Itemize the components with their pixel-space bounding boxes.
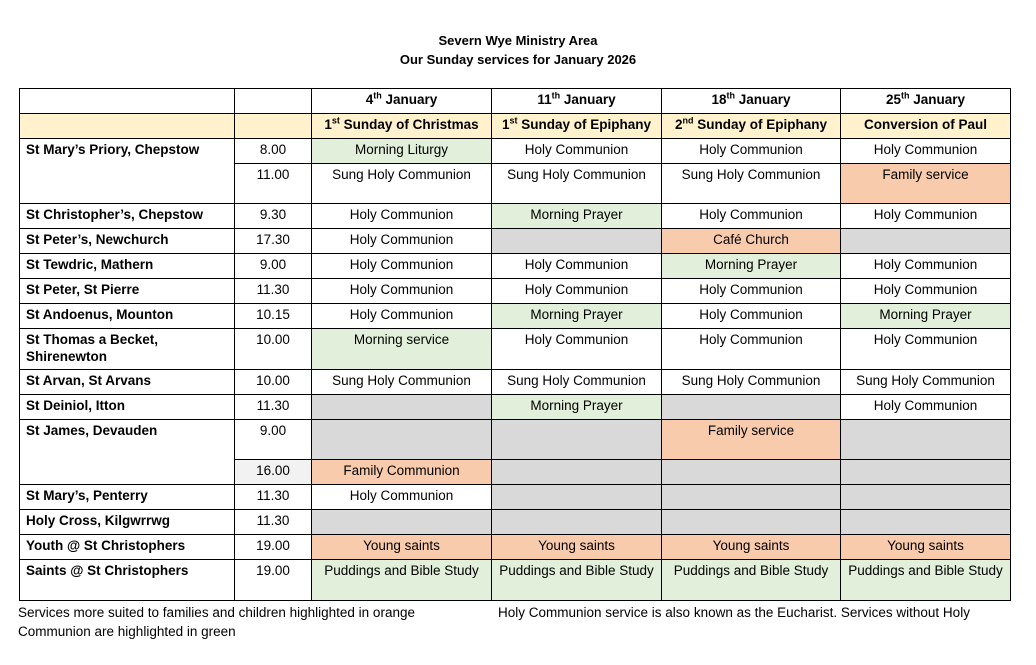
- service-cell: Morning Prayer: [492, 304, 662, 329]
- service-cell: Holy Communion: [312, 485, 492, 510]
- service-cell: Holy Communion: [841, 395, 1011, 420]
- service-cell: Sung Holy Communion: [492, 370, 662, 395]
- sub-blank-church: [20, 114, 235, 139]
- service-time: 9.30: [235, 204, 312, 229]
- service-time: 8.00: [235, 139, 312, 164]
- service-cell-empty: [492, 510, 662, 535]
- service-cell: Holy Communion: [662, 204, 841, 229]
- service-cell: Holy Communion: [492, 329, 662, 370]
- families-note: Services more suited to families and children highlighted in orange: [18, 605, 415, 620]
- service-time: 19.00: [235, 560, 312, 601]
- service-cell-empty: [662, 460, 841, 485]
- table-row: [20, 510, 1011, 535]
- service-cell: Holy Communion: [492, 279, 662, 304]
- service-cell: Family service: [662, 420, 841, 460]
- service-cell: Young saints: [662, 535, 841, 560]
- service-time: 10.00: [235, 370, 312, 395]
- service-time: 11.30: [235, 279, 312, 304]
- table-row: [20, 395, 1011, 420]
- service-cell-empty: [312, 395, 492, 420]
- service-cell: Holy Communion: [312, 204, 492, 229]
- sunday-name-1: 1st Sunday of Christmas: [312, 114, 492, 139]
- table-row: [20, 485, 1011, 510]
- service-cell-empty: [662, 395, 841, 420]
- table-row: [20, 304, 1011, 329]
- date-header-3: 18th January: [662, 89, 841, 114]
- service-cell: Holy Communion: [662, 329, 841, 370]
- church-name: St Peter’s, Newchurch: [20, 229, 235, 254]
- service-cell-empty: [492, 460, 662, 485]
- table-row: [20, 229, 1011, 254]
- sub-blank-time: [235, 114, 312, 139]
- church-name: St Deiniol, Itton: [20, 395, 235, 420]
- church-name: St Christopher’s, Chepstow: [20, 204, 235, 229]
- sunday-name-row: [20, 114, 1011, 139]
- date-header-2: 11th January: [492, 89, 662, 114]
- sunday-name-4: Conversion of Paul: [841, 114, 1011, 139]
- service-cell: Morning Prayer: [841, 304, 1011, 329]
- church-name: Youth @ St Christophers: [20, 535, 235, 560]
- church-name: St Andoenus, Mounton: [20, 304, 235, 329]
- church-name: Saints @ St Christophers: [20, 560, 235, 601]
- service-cell: Morning Prayer: [492, 395, 662, 420]
- service-cell-empty: [492, 420, 662, 460]
- service-cell-empty: [841, 510, 1011, 535]
- table-header-row: [20, 89, 1011, 114]
- service-cell: Café Church: [662, 229, 841, 254]
- service-time: 10.15: [235, 304, 312, 329]
- service-time: 17.30: [235, 229, 312, 254]
- sunday-name-2: 1st Sunday of Epiphany: [492, 114, 662, 139]
- service-time: 11.30: [235, 395, 312, 420]
- service-cell: Puddings and Bible Study: [841, 560, 1011, 601]
- service-time: 19.00: [235, 535, 312, 560]
- service-cell: Puddings and Bible Study: [492, 560, 662, 601]
- table-row: [20, 329, 1011, 370]
- church-name: St Arvan, St Arvans: [20, 370, 235, 395]
- page-title: Severn Wye Ministry Area: [438, 33, 598, 48]
- service-cell: Holy Communion: [841, 254, 1011, 279]
- date-header-4: 25th January: [841, 89, 1011, 114]
- service-time: 9.00: [235, 254, 312, 279]
- service-cell: Puddings and Bible Study: [662, 560, 841, 601]
- service-cell: Holy Communion: [662, 139, 841, 164]
- service-cell-empty: [841, 485, 1011, 510]
- service-cell-empty: [492, 229, 662, 254]
- date-header-1: 4th January: [312, 89, 492, 114]
- church-name: St Tewdric, Mathern: [20, 254, 235, 279]
- service-cell: Holy Communion: [492, 254, 662, 279]
- church-name: St Thomas a Becket, Shirenewton: [20, 329, 235, 370]
- service-cell: Family service: [841, 164, 1011, 204]
- service-cell: Holy Communion: [312, 279, 492, 304]
- service-time: 11.30: [235, 510, 312, 535]
- service-cell: Holy Communion: [662, 304, 841, 329]
- header-blank-time: [235, 89, 312, 114]
- service-cell: Holy Communion: [841, 279, 1011, 304]
- church-name: St Mary’s, Penterry: [20, 485, 235, 510]
- service-cell: Sung Holy Communion: [662, 370, 841, 395]
- service-cell: Holy Communion: [312, 304, 492, 329]
- eucharist-note: Holy Communion service is also known as the Eucharist. Services without Holy: [498, 605, 970, 620]
- service-time: 9.00: [235, 420, 312, 460]
- service-cell: Family Communion: [312, 460, 492, 485]
- service-time: 11.30: [235, 485, 312, 510]
- church-name: St James, Devauden: [20, 420, 235, 485]
- service-time: 11.00: [235, 164, 312, 204]
- sunday-name-3: 2nd Sunday of Epiphany: [662, 114, 841, 139]
- table-row: [20, 279, 1011, 304]
- table-row: [20, 139, 1011, 164]
- service-cell-empty: [841, 460, 1011, 485]
- church-name: Holy Cross, Kilgwrrwg: [20, 510, 235, 535]
- service-cell: Morning Prayer: [492, 204, 662, 229]
- table-row: [20, 535, 1011, 560]
- service-cell: Morning Prayer: [662, 254, 841, 279]
- page-subtitle: Our Sunday services for January 2026: [399, 52, 637, 67]
- church-name: St Peter, St Pierre: [20, 279, 235, 304]
- service-cell-empty: [492, 485, 662, 510]
- table-row: [20, 370, 1011, 395]
- service-cell: Sung Holy Communion: [312, 164, 492, 204]
- service-cell: Morning Liturgy: [312, 139, 492, 164]
- service-cell: Holy Communion: [492, 139, 662, 164]
- service-cell-empty: [841, 229, 1011, 254]
- church-name: St Mary’s Priory, Chepstow: [20, 139, 235, 204]
- service-cell: Sung Holy Communion: [662, 164, 841, 204]
- service-cell: Holy Communion: [841, 329, 1011, 370]
- table-row: [20, 254, 1011, 279]
- service-cell-empty: [662, 510, 841, 535]
- service-cell: Morning service: [312, 329, 492, 370]
- service-time: 10.00: [235, 329, 312, 370]
- service-cell: Holy Communion: [841, 139, 1011, 164]
- table-row: [20, 204, 1011, 229]
- service-time: 16.00: [235, 460, 312, 485]
- table-row: [20, 560, 1011, 601]
- service-cell: Holy Communion: [841, 204, 1011, 229]
- service-cell: Puddings and Bible Study: [312, 560, 492, 601]
- service-cell: Holy Communion: [662, 279, 841, 304]
- service-cell-empty: [312, 420, 492, 460]
- service-cell: Young saints: [841, 535, 1011, 560]
- service-cell: Young saints: [492, 535, 662, 560]
- service-cell: Holy Communion: [312, 254, 492, 279]
- service-cell-empty: [841, 420, 1011, 460]
- service-cell: Holy Communion: [312, 229, 492, 254]
- service-cell-empty: [312, 510, 492, 535]
- service-cell: Sung Holy Communion: [492, 164, 662, 204]
- header-blank-church: [20, 89, 235, 114]
- green-note: Communion are highlighted in green: [18, 624, 236, 639]
- table-row: [20, 420, 1011, 460]
- service-cell: Young saints: [312, 535, 492, 560]
- service-cell-empty: [662, 485, 841, 510]
- services-table: [19, 88, 1011, 601]
- service-cell: Sung Holy Communion: [312, 370, 492, 395]
- service-cell: Sung Holy Communion: [841, 370, 1011, 395]
